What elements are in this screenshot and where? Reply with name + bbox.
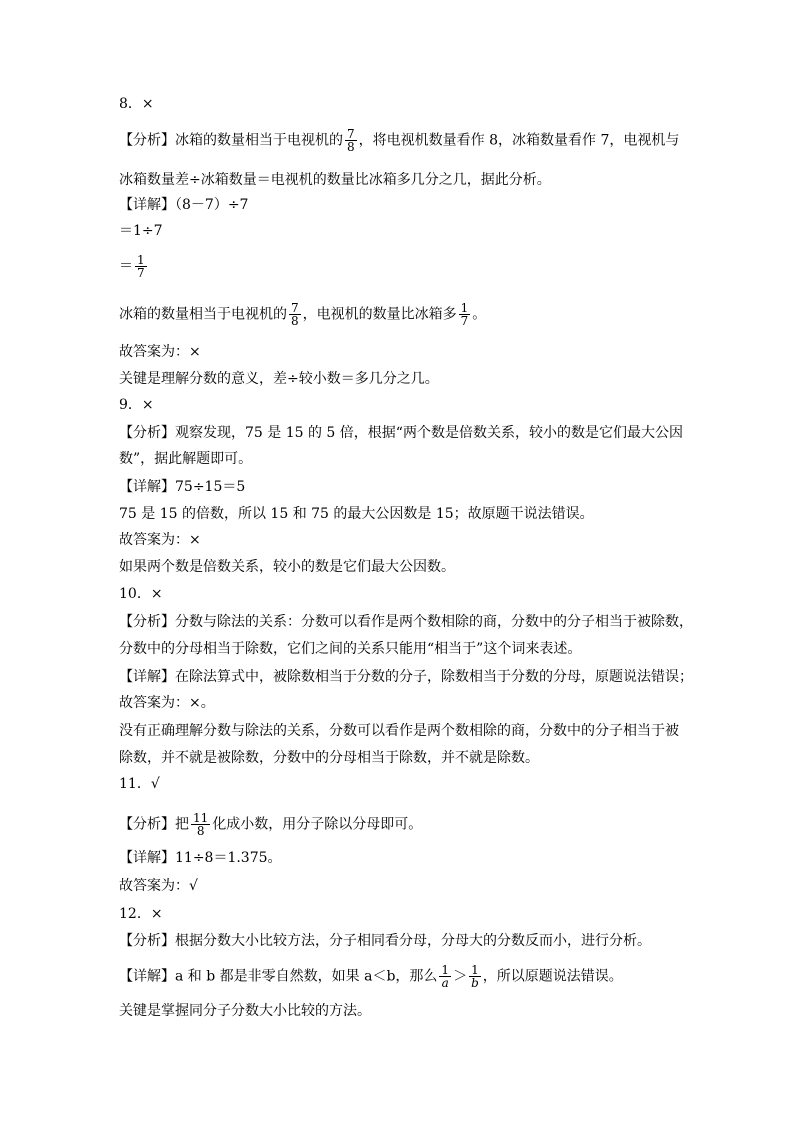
q10-key-point-line1: 没有正确理解分数与除法的关系，分数可以看作是两个数相除的商，分数中的分子相当于被: [119, 723, 679, 739]
fraction: $\frac{7}{8}$: [291, 301, 299, 328]
q8-analysis-line2: 冰箱数量差÷冰箱数量＝电视机的数量比冰箱多几分之几，据此分析。: [119, 172, 551, 188]
q8-analysis-line1: 【分析】冰箱的数量相当于电视机的 $\frac{7}{8}$ ，将电视机数量看作 8，冰箱数量看作 7，电视机与: [119, 127, 680, 154]
q11-number: 11．√: [119, 776, 160, 792]
q9-key-point: 如果两个数是倍数关系，较小的数是它们最大公因数。: [119, 559, 455, 575]
q9-analysis-line1: 【分析】观察发现，75 是 15 的 5 倍，根据“两个数是倍数关系，较小的数是它们最大公因: [119, 425, 683, 441]
q10-answer: 故答案为：×。: [119, 695, 215, 711]
q8-conclusion: 冰箱的数量相当于电视机的 $\frac{7}{8}$ ，电视机的数量比冰箱多 $\frac{1}{7}$ 。: [119, 301, 487, 328]
q8-detail-line1: 【详解】（8－7）÷7: [119, 197, 249, 213]
q9-detail-line2: 75 是 15 的倍数，所以 15 和 75 的最大公因数是 15；故原题干说法错误。: [119, 506, 594, 522]
q8-key-point: 关键是理解分数的意义，差÷较小数＝多几分之几。: [119, 371, 439, 387]
q12-detail: 【详解】a 和 b 都是非零自然数，如果 a＜b，那么 $\frac{1}{a}$ ＞ $\frac{1}{b}$ ，所以原题说法错误。: [119, 963, 623, 990]
fraction: $\frac{1}{b}$: [471, 963, 479, 990]
q9-answer: 故答案为：×: [119, 532, 201, 548]
q10-analysis-line2: 分数中的分母相当于除数，它们之间的关系只能用“相当于”这个词来表述。: [119, 641, 582, 657]
q9-number: 9．×: [119, 397, 154, 413]
q8-detail-line3: ＝ $\frac{1}{7}$: [119, 253, 145, 280]
q11-answer: 故答案为：√: [119, 878, 198, 894]
q10-analysis-line1: 【分析】分数与除法的关系：分数可以看作是两个数相除的商，分数中的分子相当于被除数，: [119, 614, 693, 630]
q12-key-point: 关键是掌握同分子分数大小比较的方法。: [119, 1003, 371, 1019]
fraction: $\frac{1}{7}$: [137, 253, 145, 280]
q10-number: 10．×: [119, 586, 163, 602]
q9-analysis-line2: 数”，据此解题即可。: [119, 451, 253, 467]
q8-answer: 故答案为：×: [119, 344, 201, 360]
q8-number: 8．×: [119, 96, 154, 112]
q12-number: 12．×: [119, 906, 163, 922]
q11-detail: 【详解】11÷8＝1.375。: [119, 850, 282, 866]
q12-analysis: 【分析】根据分数大小比较方法，分子相同看分母，分母大的分数反而小，进行分析。: [119, 933, 651, 949]
q10-key-point-line2: 除数，并不就是被除数，分数中的分母相当于除数，并不就是除数。: [119, 750, 539, 766]
q11-analysis: 【分析】把 $\frac{11}{8}$ 化成小数，用分子除以分母即可。: [119, 811, 423, 838]
q10-detail-line1: 【详解】在除法算式中，被除数相当于分数的分子，除数相当于分数的分母，原题说法错误；: [119, 669, 693, 685]
fraction: $\frac{11}{8}$: [193, 811, 209, 838]
fraction: $\frac{1}{a}$: [441, 963, 450, 990]
q9-detail-line1: 【详解】75÷15＝5: [119, 479, 246, 495]
fraction: $\frac{1}{7}$: [460, 301, 469, 328]
fraction: $\frac{7}{8}$: [347, 127, 355, 154]
q8-detail-line2: ＝1÷7: [119, 223, 163, 239]
